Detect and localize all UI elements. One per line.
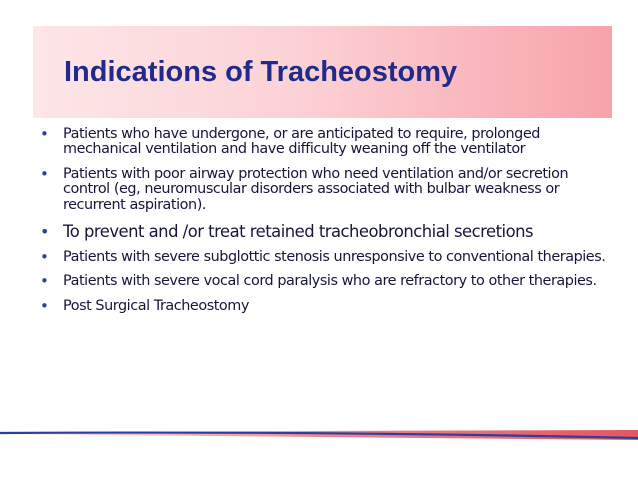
bullet-text-6: Post Surgical Tracheostomy [63, 297, 249, 314]
bullet-text-2: Patients with poor airway protection who need ventilation and/or secretion control (eg, neuromuscular disorders associated with bulbar weakness or recurrent aspiration). [63, 165, 569, 213]
bullet-item-5 [40, 274, 615, 289]
bullet-dot: • [40, 222, 49, 242]
bullet-dot: • [40, 164, 49, 183]
bullet-text-3: To prevent and /or treat retained tracheobronchial secretions [63, 222, 534, 242]
bottom-swoosh-rule [0, 426, 638, 446]
bullet-item-6 [40, 296, 615, 315]
bullet-item-2 [40, 164, 615, 213]
bullet-item-4 [40, 250, 615, 265]
bullet-text-1: Patients who have undergone, or are anticipated to require, prolonged mechanical ventilation and have difficulty weaning off the ventilator [63, 126, 540, 158]
bullet-dot: • [40, 248, 49, 267]
bullet-dot: • [40, 125, 49, 143]
bullet-item-1 [40, 127, 615, 158]
bullet-dot: • [40, 272, 49, 291]
bullet-text-4: Patients with severe subglottic stenosis unresponsive to conventional therapies. [63, 249, 606, 266]
bullet-text-5: Patients with severe vocal cord paralysis who are refractory to other therapies. [63, 273, 597, 290]
bullet-item-3 [40, 222, 615, 241]
slide-title: Indications of Tracheostomy [64, 56, 458, 88]
bullet-dot: • [40, 296, 49, 315]
bullet-list [40, 127, 615, 323]
